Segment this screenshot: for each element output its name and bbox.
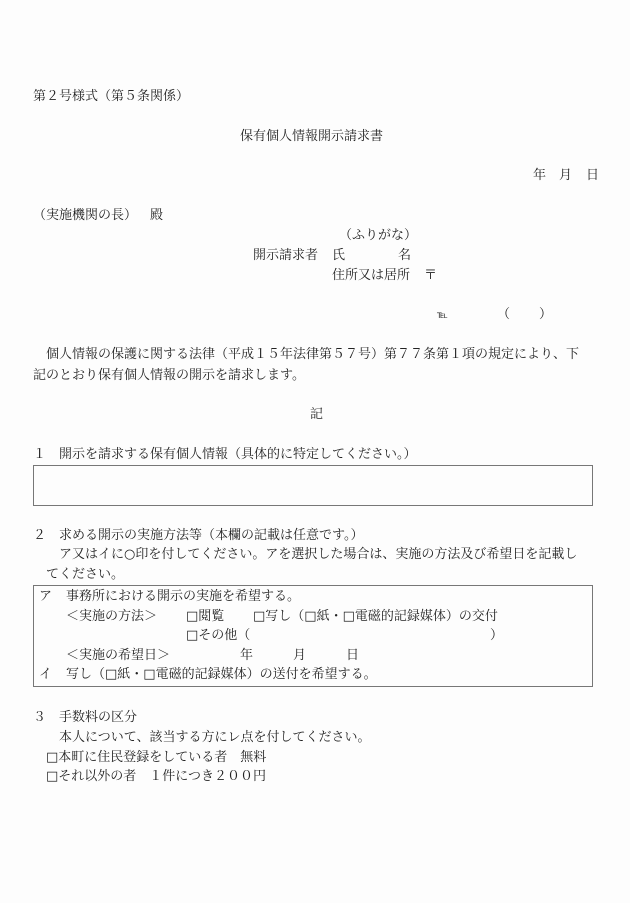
fee-option-other[interactable]: □それ以外の者 １件につき２００円 — [46, 769, 267, 784]
desired-date-label: ＜実施の希望日＞ — [66, 648, 171, 663]
date-day: 日 — [586, 168, 600, 183]
section-2-instruction-1: ア又はイに○印を付してください。アを選択した場合は、実施の方法及び希望日を記載し — [59, 547, 578, 562]
page-title: 保有個人情報開示請求書 — [240, 129, 384, 144]
tel-icon: ℡ — [437, 310, 447, 321]
option-a-text: 事務所における開示の実施を希望する。 — [66, 589, 301, 604]
method-other-close: ） — [490, 628, 504, 643]
method-copy-checkbox[interactable]: □写し（□紙・□電磁的記録媒体）の交付 — [253, 609, 498, 624]
method-view-checkbox[interactable]: □閲覧 — [186, 609, 225, 624]
name-label-first: 氏 — [332, 248, 346, 263]
option-b-marker[interactable]: イ — [39, 667, 53, 682]
requester-role-label: 開示請求者 — [253, 248, 319, 263]
section-1-heading: １ 開示を請求する保有個人情報（具体的に特定してください。） — [33, 447, 417, 462]
intro-line-2: 記のとおり保有個人情報の開示を請求します。 — [33, 368, 305, 383]
date-year: 年 — [533, 168, 547, 183]
addressee-honorific: 殿 — [150, 208, 164, 223]
desired-date-month: 月 — [293, 648, 307, 663]
tel-paren-open: （ — [497, 307, 511, 322]
option-a-marker[interactable]: ア — [39, 589, 53, 604]
furigana-label: （ふりがな） — [339, 228, 418, 243]
requested-info-field[interactable] — [33, 465, 593, 506]
addressee-label: （実施機関の長） — [33, 208, 138, 223]
intro-line-1: 個人情報の保護に関する法律（平成１５年法律第５７号）第７７条第１項の規定により、下 — [46, 347, 580, 362]
section-2-heading: ２ 求める開示の実施方法等（本欄の記載は任意です。） — [33, 528, 364, 543]
name-label-last: 名 — [398, 248, 412, 263]
method-label: ＜実施の方法＞ — [66, 609, 158, 624]
date-month: 月 — [559, 168, 573, 183]
fee-option-resident[interactable]: □本町に住民登録をしている者 無料 — [46, 750, 267, 765]
tel-paren-close: ） — [539, 307, 553, 322]
form-number: 第２号様式（第５条関係） — [33, 89, 190, 104]
method-other-checkbox[interactable]: □その他（ — [186, 628, 251, 643]
section-3-heading: ３ 手数料の区分 — [33, 710, 138, 725]
section-2-instruction-2: てください。 — [46, 567, 125, 582]
postal-mark-icon: 〒 — [424, 268, 438, 283]
section-3-instruction: 本人について、該当する方にレ点を付してください。 — [59, 730, 371, 745]
address-label: 住所又は居所 — [332, 268, 411, 283]
option-b-text: 写し（□紙・□電磁的記録媒体）の送付を希望する。 — [66, 667, 377, 682]
ki-heading: 記 — [310, 407, 324, 422]
desired-date-day: 日 — [346, 648, 360, 663]
desired-date-year: 年 — [240, 648, 254, 663]
